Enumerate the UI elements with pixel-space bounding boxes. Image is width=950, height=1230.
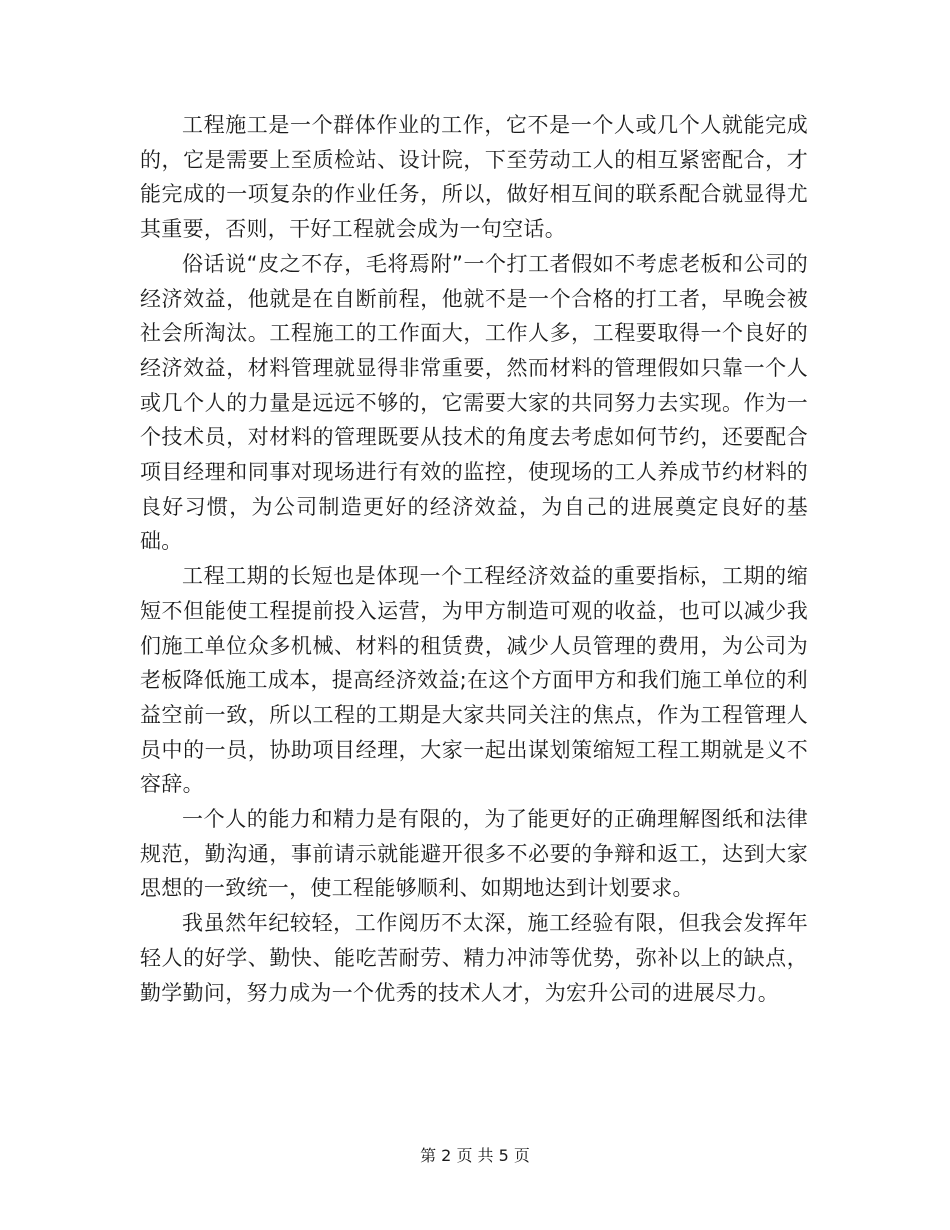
paragraph-schedule: 工程工期的长短也是体现一个工程经济效益的重要指标，工期的缩短不但能使工程提前投入运营，为甲方制造可观的收益，也可以减少我们施工单位众多机械、材料的租赁费，减少人员管理的费用，为公司为老板降低施工成本，提高经济效益;在这个方面甲方和我们施工单位的利益空前一致，所以工程的工期是大家共同关注的焦点，作为工程管理人员中的一员，协助项目经理，大家一起出谋划策缩短工程工期就是义不容辞。 (140, 564, 808, 797)
page-number-footer: 第 2 页 共 5 页 (420, 1146, 530, 1165)
document-body (140, 108, 808, 1010)
paragraph-self-improvement: 我虽然年纪较轻，工作阅历不太深，施工经验有限，但我会发挥年轻人的好学、勤快、能吃苦耐劳、精力冲沛等优势，弥补以上的缺点，勤学勤问，努力成为一个优秀的技术人才，为宏升公司的进展尽力。 (140, 911, 808, 1005)
paragraph-material-management: 俗话说“皮之不存，毛将焉附”一个打工者假如不考虑老板和公司的经济效益，他就是在自断前程，他就不是一个合格的打工者，早晚会被社会所淘汰。工程施工的工作面大，工作人多，工程要取得一个良好的经济效益，材料管理就显得非常重要，然而材料的管理假如只靠一个人或几个人的力量是远远不够的，它需要大家的共同努力去实现。作为一个技术员，对材料的管理既要从技术的角度去考虑如何节约，还要配合项目经理和同事对现场进行有效的监控，使现场的工人养成节约材料的良好习惯，为公司制造更好的经济效益，为自己的进展奠定良好的基础。 (140, 251, 808, 554)
paragraph-communication: 一个人的能力和精力是有限的，为了能更好的正确理解图纸和法律规范，勤沟通，事前请示就能避开很多不必要的争辩和返工，达到大家思想的一致统一，使工程能够顺利、如期地达到计划要求。 (140, 807, 808, 901)
paragraph-teamwork: 工程施工是一个群体作业的工作，它不是一个人或几个人就能完成的，它是需要上至质检站、设计院，下至劳动工人的相互紧密配合，才能完成的一项复杂的作业任务，所以，做好相互间的联系配合就显得尤其重要，否则，干好工程就会成为一句空话。 (140, 113, 808, 242)
